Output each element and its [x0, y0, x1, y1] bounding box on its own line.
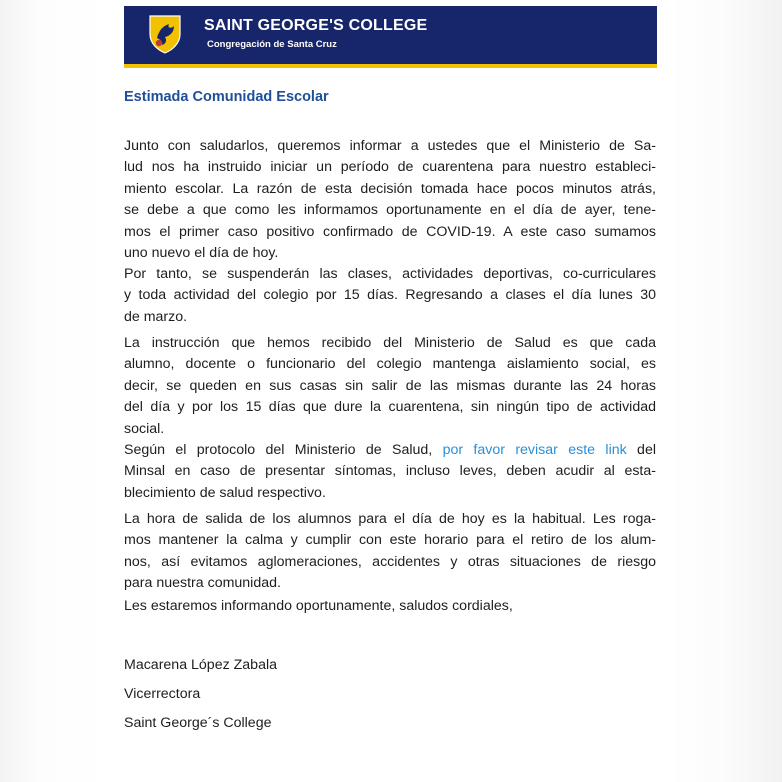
paragraph-closing	[124, 596, 656, 617]
school-name: SAINT GEORGE'S COLLEGE	[204, 17, 428, 34]
text-line: Les estaremos informando oportunamente, saludos cordiales,	[124, 598, 513, 614]
text-line: mos el primer caso positivo confirmado de COVID-19. A este caso sumamos	[124, 223, 656, 240]
paragraph-protocol	[124, 440, 656, 504]
paragraph-announcement	[124, 136, 656, 264]
salutation: Estimada Comunidad Escolar	[124, 89, 329, 105]
text-line: alumno, docente o funcionario del colegio mantenga aislamiento social, es	[124, 356, 656, 373]
school-subtitle: Congregación de Santa Cruz	[207, 39, 337, 50]
signature-name: Macarena López Zabala	[124, 657, 278, 673]
text-line: y toda actividad del colegio por 15 días. Regresando a clases el día lunes 30	[124, 287, 656, 304]
text-line	[124, 440, 656, 461]
signature-role: Vicerrectora	[124, 686, 201, 702]
paragraph-suspension	[124, 264, 656, 328]
text-line: de marzo.	[124, 308, 188, 325]
paragraph-dismissal	[124, 509, 656, 595]
paragraph-instructions	[124, 333, 656, 440]
text-line: nos, así evitamos aglomeraciones, accidentes y otras situaciones de riesgo	[124, 553, 656, 570]
text-segment: del	[626, 442, 656, 458]
header-banner	[124, 6, 657, 68]
text-line: miento escolar. La razón de esta decisión tomada hace pocos minutos atrás,	[124, 180, 656, 197]
text-line: La instrucción que hemos recibido del Ministerio de Salud es que cada	[124, 335, 656, 351]
text-line: Junto con saludarlos, queremos informar a ustedes que el Ministerio de Sa-	[124, 138, 656, 154]
text-line: lud nos ha instruido iniciar un período de cuarentena para nuestro estableci-	[124, 159, 656, 176]
text-line: uno nuevo el día de hoy.	[124, 245, 279, 262]
dragon-shield-icon	[148, 14, 182, 54]
minsal-link[interactable]: por favor revisar este link	[442, 442, 627, 458]
text-line: para nuestra comunidad.	[124, 575, 281, 592]
text-line: blecimiento de salud respectivo.	[124, 484, 326, 501]
signature-institution: Saint George´s College	[124, 715, 272, 731]
text-line: se debe a que como les informamos oportunamente en el día de ayer, tene-	[124, 202, 656, 219]
text-line: La hora de salida de los alumnos para el día de hoy es la habitual. Les roga-	[124, 511, 656, 527]
text-line: decir, se queden en sus casas sin salir de las mismas durante las 24 horas	[124, 377, 656, 394]
text-line: mos mantener la calma y cumplir con este horario para el retiro de los alum-	[124, 532, 656, 549]
text-line: social.	[124, 420, 165, 437]
text-line: del día y por los 15 días que dure la cuarentena, sin ningún tipo de actividad	[124, 399, 656, 416]
text-line: Por tanto, se suspenderán las clases, actividades deportivas, co-curriculares	[124, 266, 656, 282]
text-line: Minsal en caso de presentar síntomas, incluso leves, deben acudir al esta-	[124, 463, 656, 480]
text-segment: Según el protocolo del Ministerio de Salud,	[124, 442, 443, 458]
